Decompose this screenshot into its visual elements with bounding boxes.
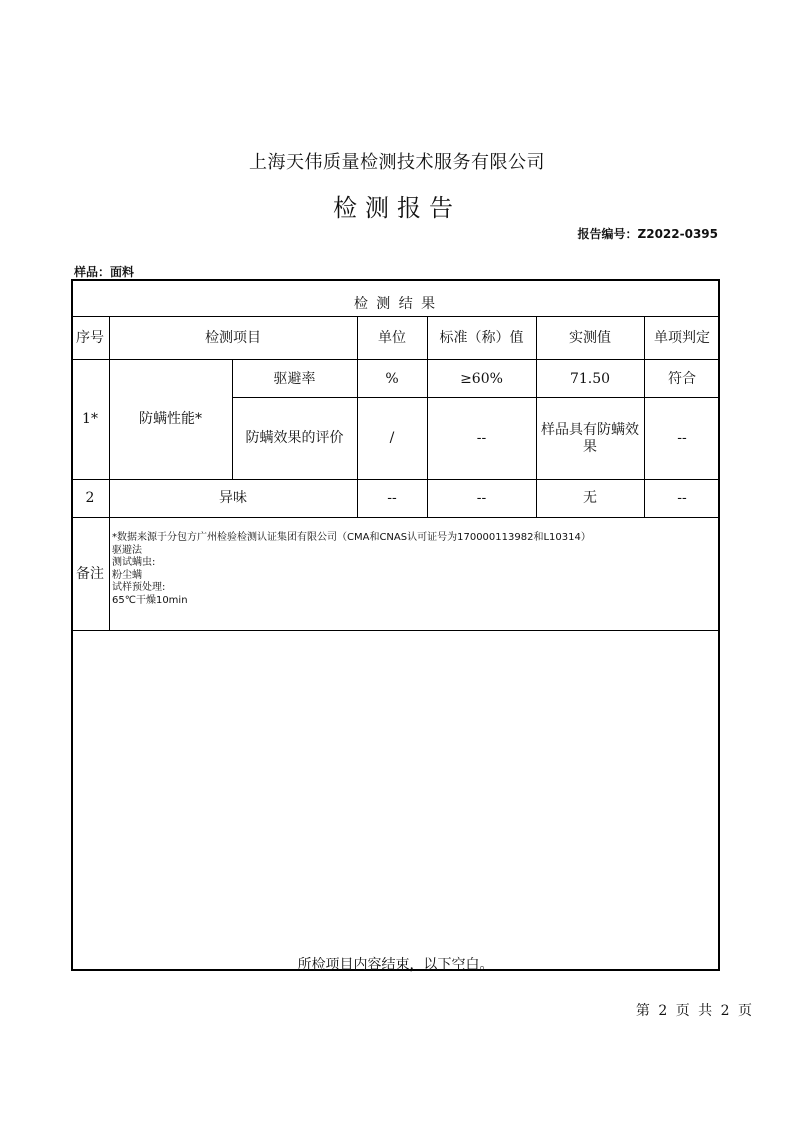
- page-number: 第 2 页 共 2 页: [635, 1003, 754, 1019]
- report-number: 报告编号：Z2022-0395: [577, 227, 718, 241]
- report-title: 检测报告: [333, 194, 461, 222]
- row1-item: 防螨性能*: [139, 410, 202, 427]
- row1b-unit: /: [389, 430, 395, 446]
- table-rule: [71, 517, 720, 518]
- row2-no: 2: [85, 490, 95, 506]
- row2-judgement: --: [677, 490, 687, 506]
- row2-unit: --: [387, 490, 397, 506]
- col-header-unit: 单位: [378, 329, 406, 346]
- col-header-judgement: 单项判定: [654, 329, 710, 346]
- table-rule: [71, 630, 720, 631]
- col-header-item: 检测项目: [205, 329, 261, 346]
- row1-no: 1*: [82, 410, 98, 427]
- row1a-unit: %: [385, 370, 399, 387]
- remark-line: 粉尘螨: [112, 569, 142, 581]
- row2-standard: --: [476, 490, 487, 506]
- col-header-no: 序号: [76, 329, 104, 346]
- row1b-name: 防螨效果的评价: [245, 430, 344, 446]
- remark-line: *数据来源于分包方广州检验检测认证集团有限公司（CMA和CNAS认可证号为170000113982和L10314）: [112, 532, 591, 543]
- row1a-name: 驱避率: [273, 370, 316, 387]
- row1a-standard: ≥60%: [460, 370, 503, 387]
- remark-line: 65℃干燥10min: [112, 594, 188, 606]
- remark-line: 试样预处理:: [112, 582, 166, 593]
- row2-measured: 无: [583, 490, 597, 506]
- col-header-measured: 实测值: [569, 329, 611, 346]
- row1b-standard: --: [476, 430, 487, 446]
- remark-line: 驱避法: [112, 544, 142, 556]
- remarks-text: [112, 532, 712, 607]
- remarks-label: 备注: [76, 565, 104, 582]
- company-name: 上海天伟质量检测技术服务有限公司: [249, 152, 545, 173]
- remark-line: 测试螨虫:: [112, 557, 156, 568]
- col-header-standard: 标准（称）值: [439, 329, 524, 346]
- row1b-judgement: --: [677, 430, 687, 446]
- row1a-measured: 71.50: [569, 370, 611, 387]
- row1b-measured: 样品具有防螨效果: [541, 421, 639, 455]
- table-caption: 检 测 结 果: [353, 295, 438, 312]
- sample-label: 样品：面料: [74, 265, 135, 279]
- row2-item: 异味: [219, 490, 247, 506]
- end-note: 所检项目内容结束，以下空白。: [297, 957, 494, 973]
- row1a-judgement: 符合: [668, 370, 696, 387]
